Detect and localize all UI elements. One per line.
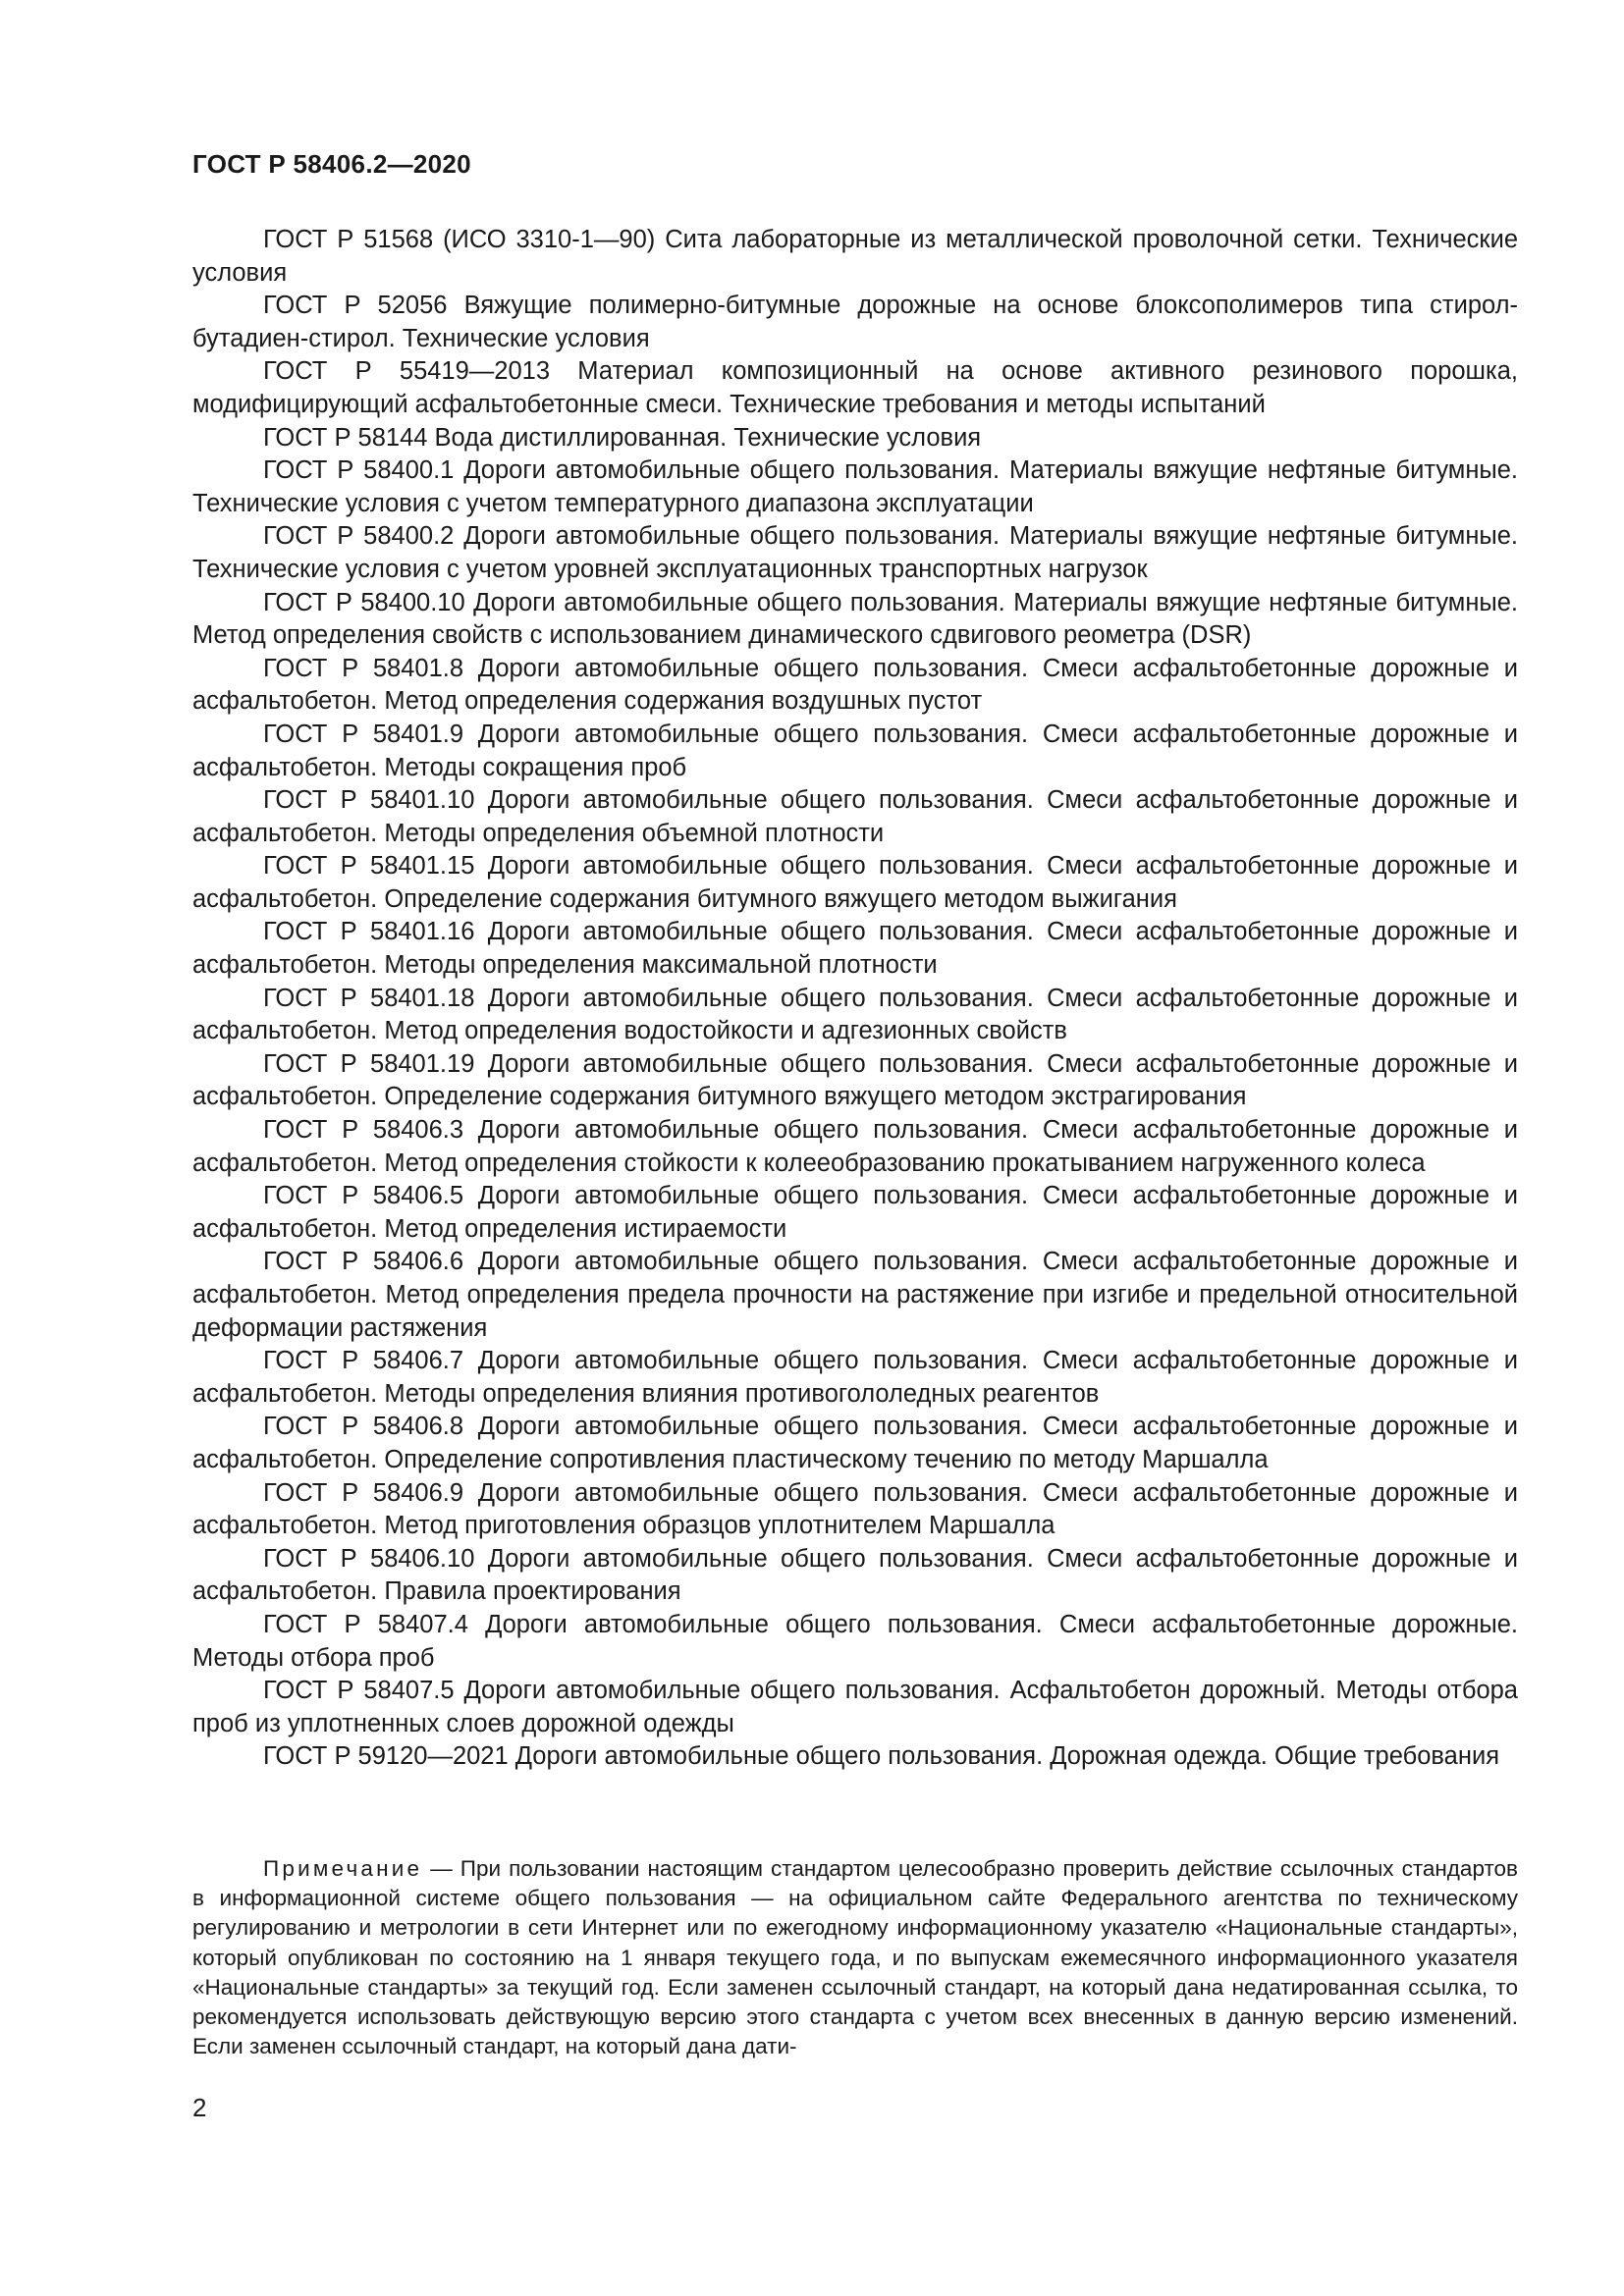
reference-item: ГОСТ Р 58406.3 Дороги автомобильные общего пользования. Смеси асфальтобетонные дорожные и асфальтобетон. Метод определения стойкости к колееобразованию прокатыванием нагруженного колеса	[192, 1116, 1518, 1177]
reference-item: ГОСТ Р 58401.18 Дороги автомобильные общего пользования. Смеси асфальтобетонные дорожные и асфальтобетон. Метод определения водостойкости и адгезионных свойств	[192, 984, 1518, 1045]
reference-item: ГОСТ Р 58401.10 Дороги автомобильные общего пользования. Смеси асфальтобетонные дорожные и асфальтобетон. Методы определения объемной плотности	[192, 786, 1518, 847]
document-header: ГОСТ Р 58406.2—2020	[192, 149, 471, 179]
reference-item: ГОСТ Р 58401.8 Дороги автомобильные общего пользования. Смеси асфальтобетонные дорожные и асфальтобетон. Метод определения содержания воздушных пустот	[192, 654, 1518, 716]
reference-item: ГОСТ Р 58406.9 Дороги автомобильные общего пользования. Смеси асфальтобетонные дорожные и асфальтобетон. Метод приготовления образцов уплотнителем Маршалла	[192, 1478, 1518, 1540]
reference-item: ГОСТ Р 58144 Вода дистиллированная. Технические условия	[263, 423, 982, 452]
reference-item: ГОСТ Р 58406.10 Дороги автомобильные общего пользования. Смеси асфальтобетонные дорожные и асфальтобетон. Правила проектирования	[192, 1544, 1518, 1606]
reference-item: ГОСТ Р 58401.19 Дороги автомобильные общего пользования. Смеси асфальтобетонные дорожные и асфальтобетон. Определение содержания битумного вяжущего методом экстрагирования	[192, 1049, 1518, 1111]
note-paragraph	[192, 1854, 1518, 2061]
reference-item: ГОСТ Р 58406.7 Дороги автомобильные общего пользования. Смеси асфальтобетонные дорожные и асфальтобетон. Методы определения влияния противогололедных реагентов	[192, 1347, 1518, 1408]
reference-item: ГОСТ Р 58401.9 Дороги автомобильные общего пользования. Смеси асфальтобетонные дорожные и асфальтобетон. Методы сокращения проб	[192, 720, 1518, 781]
reference-item: ГОСТ Р 58407.5 Дороги автомобильные общего пользования. Асфальтобетон дорожный. Методы отбора проб из уплотненных слоев дорожной одежды	[192, 1677, 1518, 1737]
reference-item: ГОСТ Р 58401.16 Дороги автомобильные общего пользования. Смеси асфальтобетонные дорожные и асфальтобетон. Методы определения максимальной плотности	[192, 918, 1518, 980]
note-label: Примечание	[263, 1856, 423, 1881]
reference-item: ГОСТ Р 59120—2021 Дороги автомобильные общего пользования. Дорожная одежда. Общие требования	[263, 1742, 1500, 1771]
reference-item: ГОСТ Р 58406.6 Дороги автомобильные общего пользования. Смеси асфальтобетонные дорожные и асфальтобетон. Метод определения предела прочности на растяжение при изгибе и предельной относительной деформации растяжения	[192, 1248, 1518, 1342]
reference-item: ГОСТ Р 52056 Вяжущие полимерно-битумные дорожные на основе блоксополимеров типа стирол-бутадиен-стирол. Технические условия	[192, 292, 1518, 352]
reference-item: ГОСТ Р 58400.10 Дороги автомобильные общего пользования. Материалы вяжущие нефтяные битумные. Метод определения свойств с использованием динамического сдвигового реометра (DSR)	[192, 588, 1518, 650]
reference-item: ГОСТ Р 58401.15 Дороги автомобильные общего пользования. Смеси асфальтобетонные дорожные и асфальтобетон. Определение содержания битумного вяжущего методом выжигания	[192, 852, 1518, 913]
reference-item: ГОСТ Р 58406.8 Дороги автомобильные общего пользования. Смеси асфальтобетонные дорожные и асфальтобетон. Определение сопротивления пластическому течению по методу Маршалла	[192, 1413, 1518, 1473]
note-text: — При пользовании настоящим стандартом целесообразно проверить действие ссылочных стандартов в информационной системе общего пользования — на официальном сайте Федерального агентства по техническому регулированию и метрологии в сети Интернет или по ежегодному информационному указателю «Национальные стандарты», который опубликован по состоянию на 1 января текущего года, и по выпускам ежемесячного информационного указателя «Национальные стандарты» за текущий год. Если заменен ссылочный стандарт, на который дана недатированная ссылка, то рекомендуется использовать действующую версию этого стандарта с учетом всех внесенных в данную версию изменений. Если заменен ссылочный стандарт, на который дана дати-	[192, 1856, 1518, 2059]
reference-item: ГОСТ Р 58400.1 Дороги автомобильные общего пользования. Материалы вяжущие нефтяные битумные. Технические условия с учетом температурного диапазона эксплуатации	[192, 456, 1518, 517]
page-number: 2	[192, 2093, 207, 2122]
reference-item: ГОСТ Р 58406.5 Дороги автомобильные общего пользования. Смеси асфальтобетонные дорожные и асфальтобетон. Метод определения истираемости	[192, 1182, 1518, 1243]
reference-item: ГОСТ Р 55419—2013 Материал композиционный на основе активного резинового порошка, модифицирующий асфальтобетонные смеси. Технические требования и методы испытаний	[192, 357, 1518, 418]
reference-item: ГОСТ Р 58400.2 Дороги автомобильные общего пользования. Материалы вяжущие нефтяные битумные. Технические условия с учетом уровней эксплуатационных транспортных нагрузок	[192, 522, 1518, 583]
reference-item: ГОСТ Р 51568 (ИСО 3310-1—90) Сита лабораторные из металлической проволочной сетки. Технические условия	[192, 226, 1518, 287]
reference-item: ГОСТ Р 58407.4 Дороги автомобильные общего пользования. Смеси асфальтобетонные дорожные. Методы отбора проб	[192, 1610, 1518, 1672]
normative-references	[192, 224, 1518, 1774]
